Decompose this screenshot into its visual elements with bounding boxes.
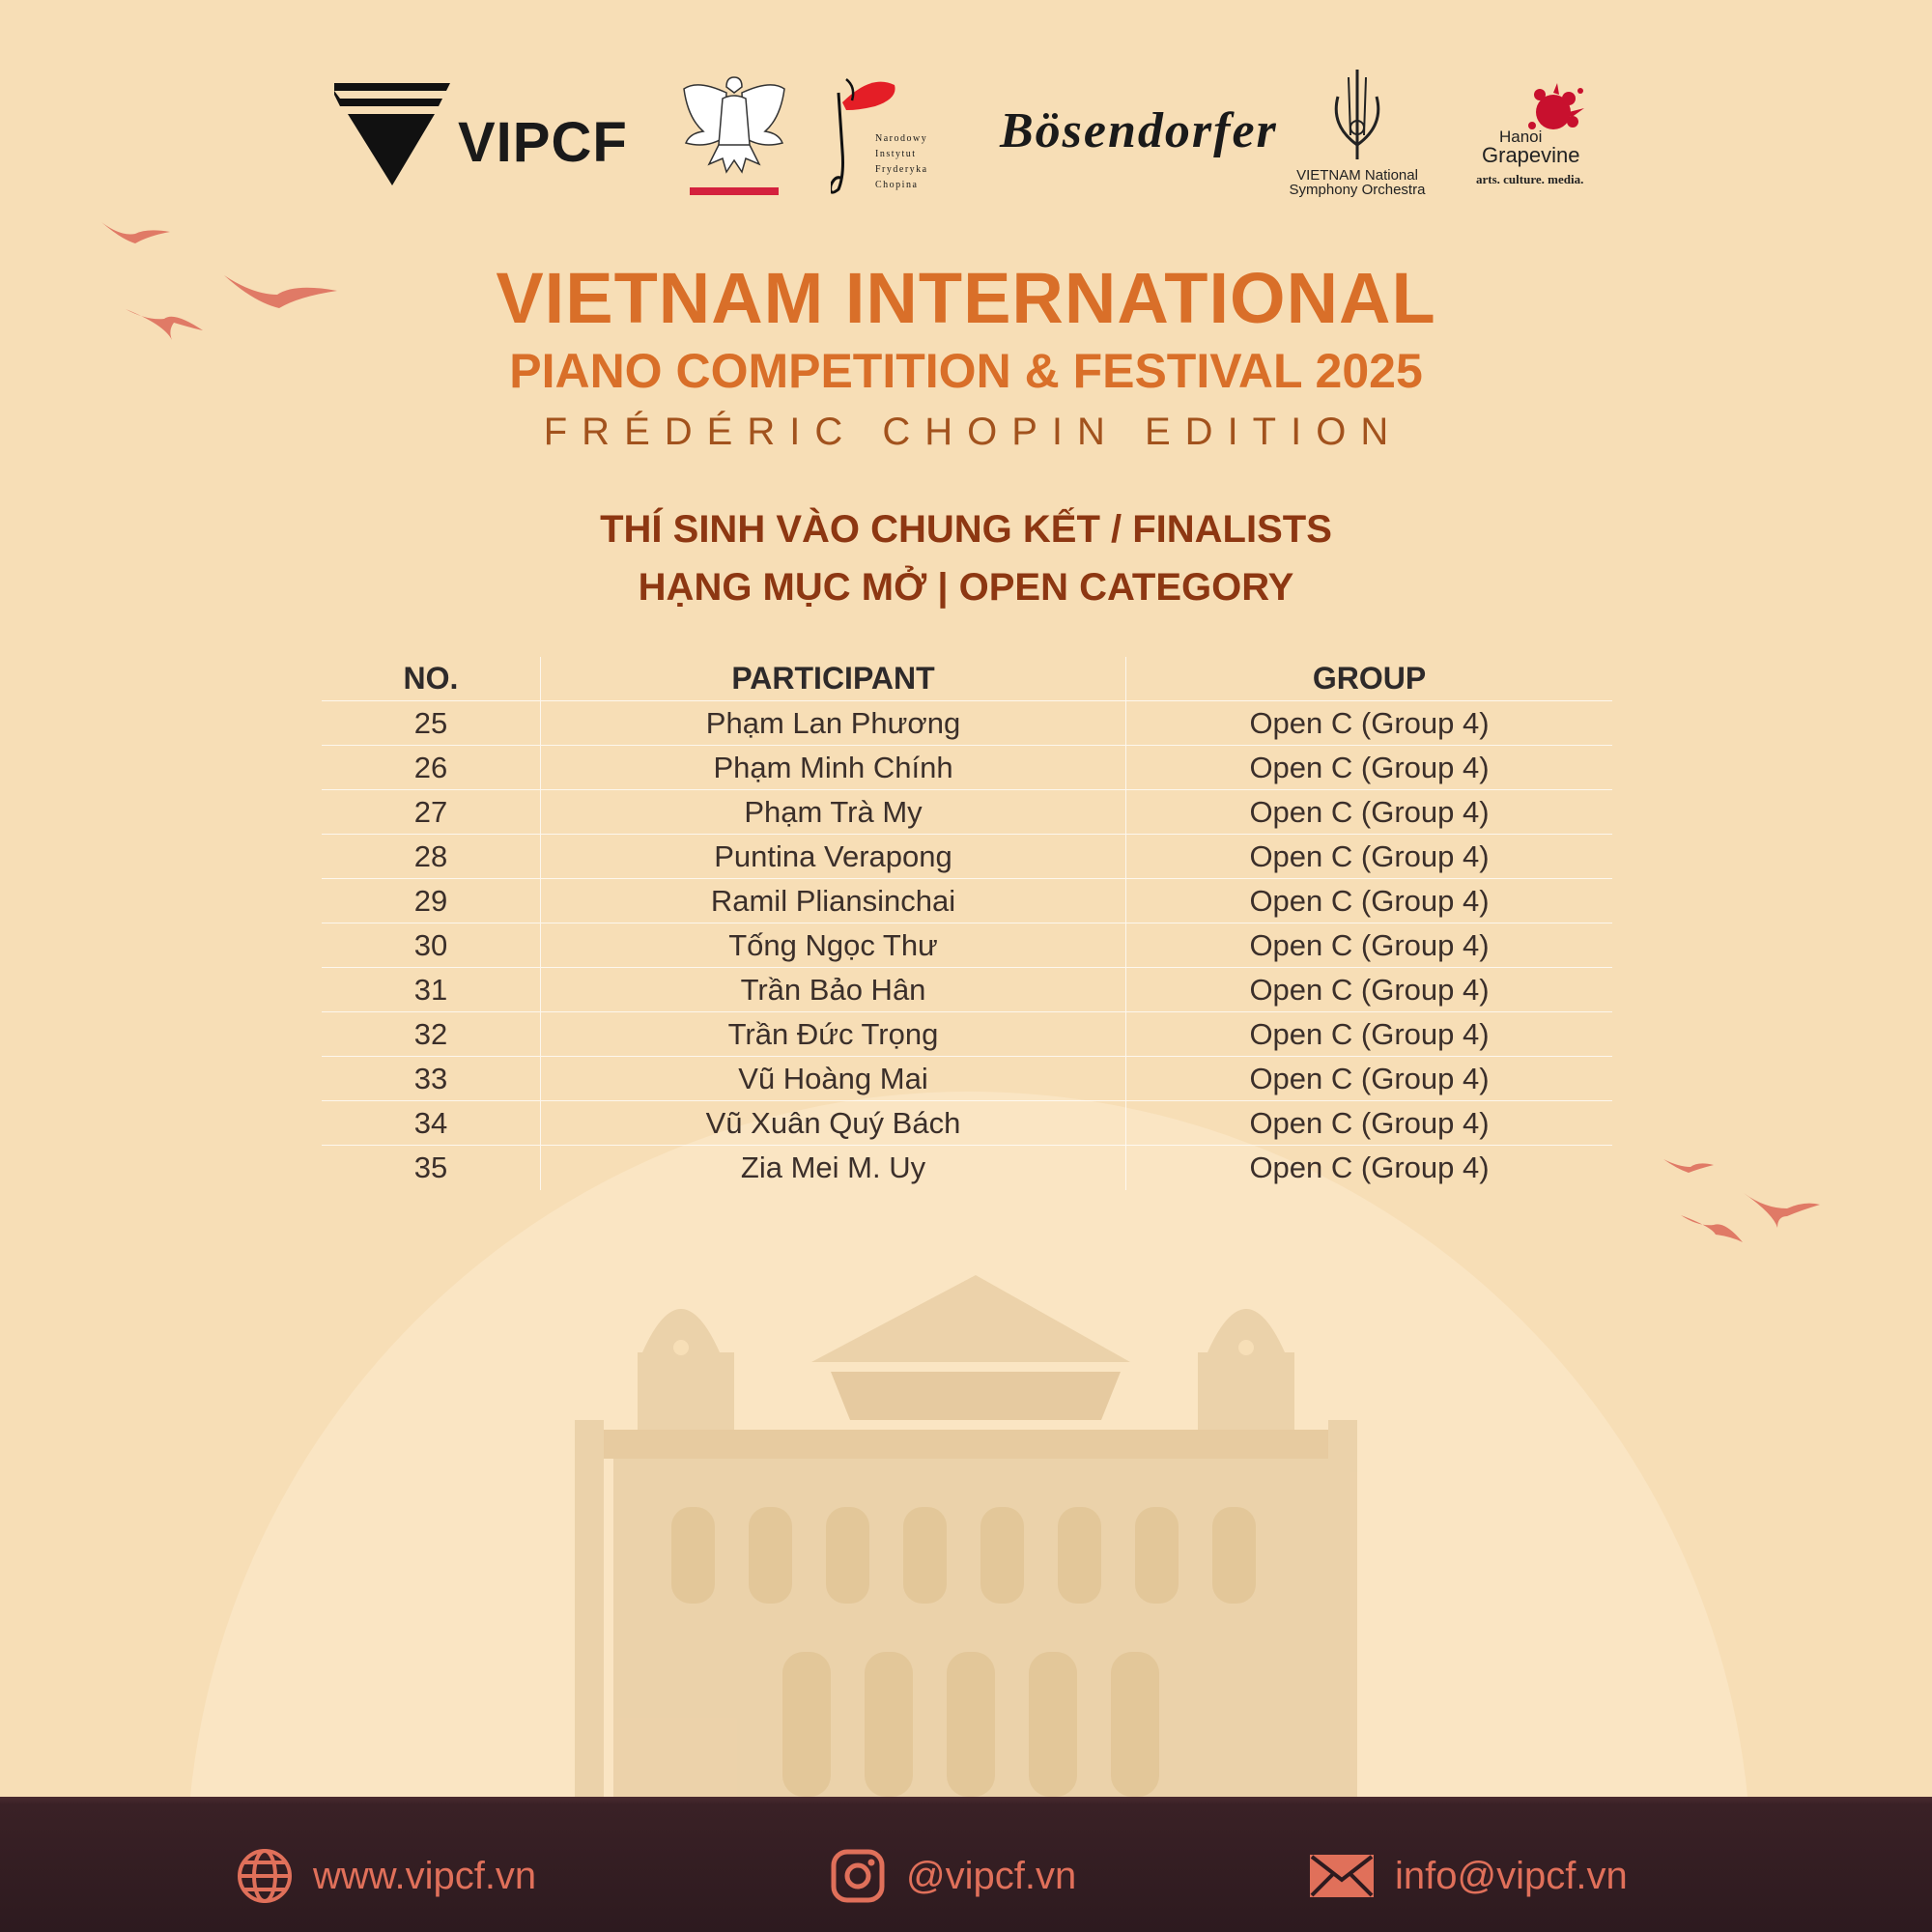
bird [1681,1215,1743,1242]
logo-bar [0,0,1932,222]
email-text: info@vipcf.vn [1395,1854,1628,1897]
section-heading-line-1: THÍ SINH VÀO CHUNG KẾT / FINALISTS [600,508,1332,551]
table-row [322,1101,1612,1146]
grapevine-name: Grapevine [1482,143,1580,167]
white-eagle-icon [676,70,792,201]
cell-participant: Vũ Hoàng Mai [541,1057,1126,1100]
table-row [322,1146,1612,1190]
vnso-emblem-icon [1275,68,1439,164]
cell-participant: Phạm Lan Phương [541,701,1126,745]
cell-participant: Phạm Trà My [541,790,1126,834]
table-row [322,835,1612,879]
nifc-wordmark: Narodowy Instytut Fryderyka Chopina [875,133,928,190]
cell-participant: Tống Ngọc Thư [541,923,1126,967]
globe-icon [236,1847,294,1905]
cell-participant: Ramil Pliansinchai [541,879,1126,923]
header-no: NO. [322,657,541,700]
website-text: www.vipcf.vn [313,1854,537,1897]
cell-no: 34 [322,1101,541,1145]
cell-no: 32 [322,1012,541,1056]
bosendorfer-wordmark: Bösendorfer [1000,103,1278,158]
cell-group: Open C (Group 4) [1249,972,1490,1007]
table-row [322,968,1612,1012]
grapevine-tagline: arts. culture. media. [1476,172,1584,186]
cell-participant: Puntina Verapong [541,835,1126,878]
cell-no: 25 [322,701,541,745]
cell-participant: Zia Mei M. Uy [541,1146,1126,1190]
event-title [0,256,1932,459]
email-link[interactable] [1308,1847,1628,1905]
cell-group: Open C (Group 4) [1249,705,1490,740]
table-row [322,1057,1612,1101]
cell-no: 35 [322,1146,541,1190]
birds-right [1663,1159,1820,1242]
cell-group: Open C (Group 4) [1249,883,1490,918]
poland-eagle-logo [676,70,792,201]
cell-no: 27 [322,790,541,834]
opera-house-silhouette [575,1275,1357,1797]
table-row [322,879,1612,923]
vnso-wordmark: VIETNAM National Symphony Orchestra [1289,167,1426,198]
bird [101,222,170,243]
cell-no: 30 [322,923,541,967]
vipcf-emblem-icon [334,81,450,187]
table-row [322,701,1612,746]
table-row [322,923,1612,968]
vnso-logo [1275,68,1439,203]
cell-no: 31 [322,968,541,1011]
hanoi-grapevine-logo [1468,83,1613,189]
instagram-text: @vipcf.vn [906,1854,1077,1897]
website-link[interactable] [236,1847,536,1905]
section-heading-line-2: HẠNG MỤC MỞ | OPEN CATEGORY [638,566,1294,609]
cell-participant: Phạm Minh Chính [541,746,1126,789]
instagram-icon [829,1847,887,1905]
title-line-1: VIETNAM INTERNATIONAL [496,258,1436,338]
instagram-link[interactable] [829,1847,1076,1905]
footer-bar [0,1797,1932,1932]
vipcf-wordmark: VIPCF [458,111,628,174]
title-edition: FRÉDÉRIC CHOPIN EDITION [543,411,1404,453]
mail-icon [1308,1847,1376,1905]
cell-no: 26 [322,746,541,789]
bird [1744,1193,1820,1228]
cell-group: Open C (Group 4) [1249,1061,1490,1095]
cell-group: Open C (Group 4) [1249,794,1490,829]
cell-participant: Trần Bảo Hân [541,968,1126,1011]
cell-group: Open C (Group 4) [1249,1105,1490,1140]
nifc-logo [831,73,966,199]
title-line-2: PIANO COMPETITION & FESTIVAL 2025 [509,344,1423,398]
header-participant: PARTICIPANT [541,657,1126,700]
grapevine-city: Hanoi [1499,128,1543,146]
table-row [322,1012,1612,1057]
section-heading [0,500,1932,616]
bosendorfer-logo [1000,102,1278,170]
finalists-table [322,657,1612,1190]
table-row [322,746,1612,790]
table-row [322,790,1612,835]
header-group: GROUP [1312,661,1427,696]
cell-no: 29 [322,879,541,923]
cell-group: Open C (Group 4) [1249,838,1490,873]
cell-group: Open C (Group 4) [1249,927,1490,962]
cell-participant: Vũ Xuân Quý Bách [541,1101,1126,1145]
table-header-row [322,657,1612,701]
cell-no: 33 [322,1057,541,1100]
cell-group: Open C (Group 4) [1249,1151,1490,1184]
cell-no: 28 [322,835,541,878]
cell-group: Open C (Group 4) [1249,750,1490,784]
cell-group: Open C (Group 4) [1249,1016,1490,1051]
cell-participant: Trần Đức Trọng [541,1012,1126,1056]
bird [1663,1159,1714,1173]
vipcf-logo [334,81,628,187]
